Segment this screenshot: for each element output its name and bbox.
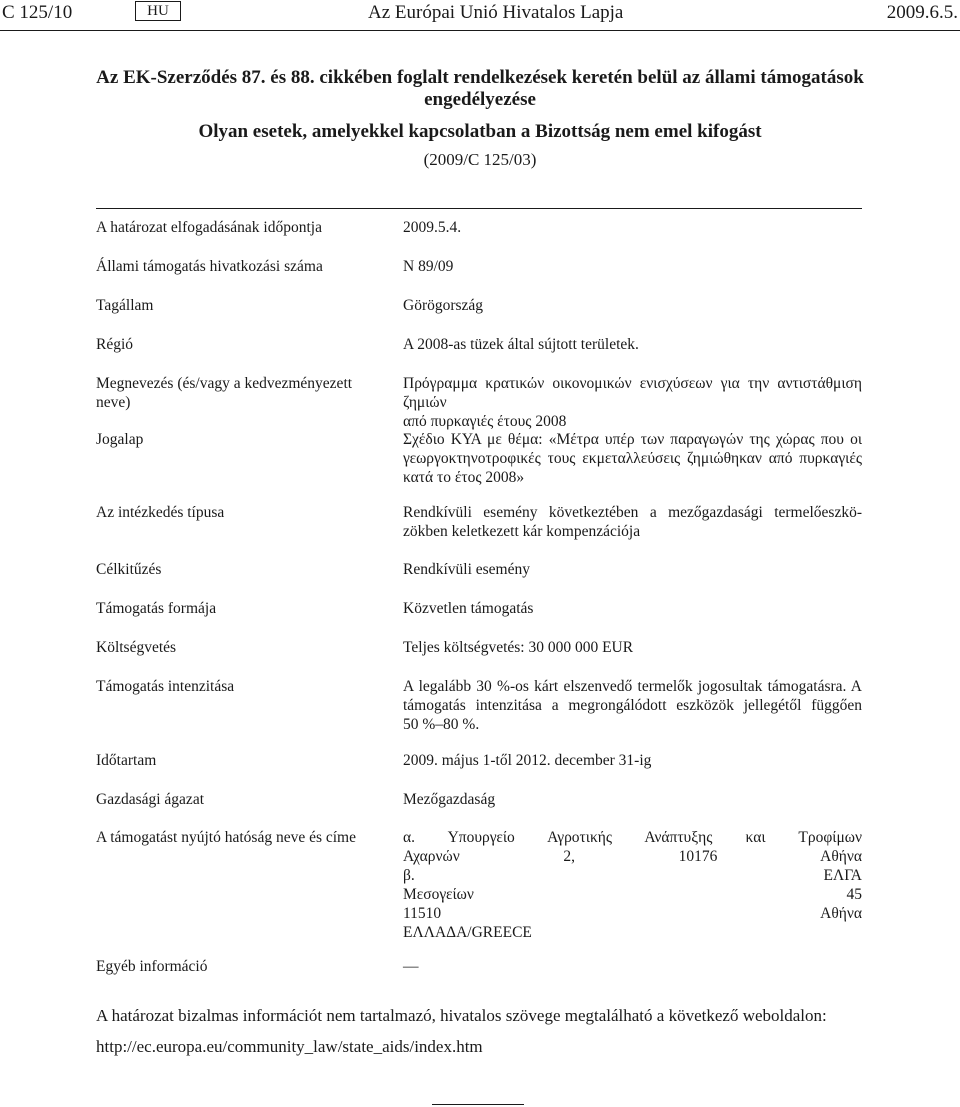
row-value (403, 790, 862, 809)
row-label: Megnevezés (és/vagy a kedvezményezett neve) (96, 375, 353, 411)
row-value (403, 677, 862, 734)
row-value-line: A legalább 30 %-os kárt elszenvedő termelők jogosultak támogatásra. A (403, 678, 862, 695)
row-value-line: — (403, 958, 419, 975)
row-value (403, 828, 862, 942)
row-label: Jogalap (96, 431, 144, 448)
row-value-line: από πυρκαγιές έτους 2008 (403, 413, 567, 430)
row-value (403, 296, 862, 315)
table-top-rule (96, 208, 862, 209)
row-value (403, 503, 862, 541)
document-title-line2: engedélyezése (424, 89, 536, 110)
footer-note (96, 1000, 862, 1062)
row-value (403, 599, 862, 618)
footer-text: A határozat bizalmas információt nem tartalmazó, hivatalos szövege megtalálható a következő weboldalon: (96, 1006, 827, 1025)
row-value (403, 218, 862, 237)
language-badge: HU (135, 1, 181, 21)
row-value-line: 11510 Αθήνα (403, 905, 862, 922)
row-value-line: β. ΕΛΓΑ (403, 867, 862, 884)
row-value-line: zökben keletkezett kár kompenzációja (403, 523, 641, 540)
row-value-line: N 89/09 (403, 258, 454, 275)
row-value-line: Αχαρνών 2, 10176 Αθήνα (403, 848, 862, 865)
row-value-line: Πρόγραμμα κρατικών οικονομικών ενισχύσεων για την αντιστάθμιση ζημιών (403, 375, 862, 411)
document-title-line1: Az EK-Szerződés 87. és 88. cikkében foglalt rendelkezések keretén belül az állami támogatások (96, 67, 864, 88)
row-value-line: támogatás intenzitása a megrongálódott eszközök jellegétől függően (403, 697, 862, 714)
row-value (403, 374, 862, 431)
row-value (403, 560, 862, 579)
row-value (403, 430, 862, 487)
row-value-line: Közvetlen támogatás (403, 600, 534, 617)
row-value-line: A 2008-as tüzek által sújtott területek. (403, 336, 639, 353)
publication-date: 2009.6.5. (886, 2, 958, 23)
row-label: Egyéb információ (96, 958, 208, 975)
row-value-line: Rendkívüli esemény (403, 561, 530, 578)
document-subtitle: Olyan esetek, amelyekkel kapcsolatban a Bizottság nem emel kifogást (198, 121, 762, 142)
header-rule (0, 30, 960, 31)
row-value-line: Μεσογείων 45 (403, 886, 862, 903)
row-label: Időtartam (96, 752, 157, 769)
row-value-line: α. Υπουργείο Αγροτικής Ανάπτυξης και Τροφίμων (403, 829, 862, 846)
page-reference: C 125/10 (2, 2, 73, 23)
footer-link[interactable]: http://ec.europa.eu/community_law/state_aids/index.htm (96, 1037, 483, 1056)
row-label: Költségvetés (96, 639, 177, 656)
row-value-line: 50 %–80 %. (403, 716, 480, 733)
row-value-line: 2009. május 1-től 2012. december 31-ig (403, 752, 652, 769)
row-value (403, 751, 862, 770)
row-value (403, 638, 862, 657)
row-value (403, 335, 862, 354)
row-value (403, 257, 862, 276)
row-value-line: Teljes költségvetés: 30 000 000 EUR (403, 639, 634, 656)
row-label: Támogatás formája (96, 600, 217, 617)
end-rule (432, 1104, 524, 1105)
row-value-line: Rendkívüli esemény következtében a mezőgazdasági termelőeszkö- (403, 504, 862, 521)
row-value-line: γεωργοκτηνοτροφικές τους εκμεταλλεύσεις ζημιώθηκαν από πυρκαγιές (403, 450, 862, 467)
document-title (96, 67, 864, 111)
journal-title: Az Európai Unió Hivatalos Lapja (368, 2, 624, 23)
row-value (403, 957, 443, 976)
row-label: Támogatás intenzitása (96, 678, 235, 695)
row-value-line: κατά το έτος 2008» (403, 469, 525, 486)
row-value-line: ΕΛΛΑΔΑ/GREECE (403, 924, 532, 941)
row-label: Állami támogatás hivatkozási száma (96, 258, 323, 275)
row-label: A támogatást nyújtó hatóság neve és címe (96, 829, 356, 846)
row-value-line: Σχέδιο ΚΥΑ με θέμα: «Μέτρα υπέρ των παραγωγών της χώρας που οι (403, 431, 862, 448)
document-reference: (2009/C 125/03) (423, 150, 537, 169)
row-label: Tagállam (96, 297, 154, 314)
row-label: Régió (96, 336, 134, 353)
row-label: A határozat elfogadásának időpontja (96, 219, 322, 236)
row-label: Célkitűzés (96, 561, 162, 578)
row-value-line: Mezőgazdaság (403, 791, 496, 808)
row-label: Gazdasági ágazat (96, 791, 205, 808)
row-value-line: Görögország (403, 297, 484, 314)
page-header (0, 0, 960, 30)
row-label: Az intézkedés típusa (96, 504, 225, 521)
row-value-line: 2009.5.4. (403, 219, 462, 236)
